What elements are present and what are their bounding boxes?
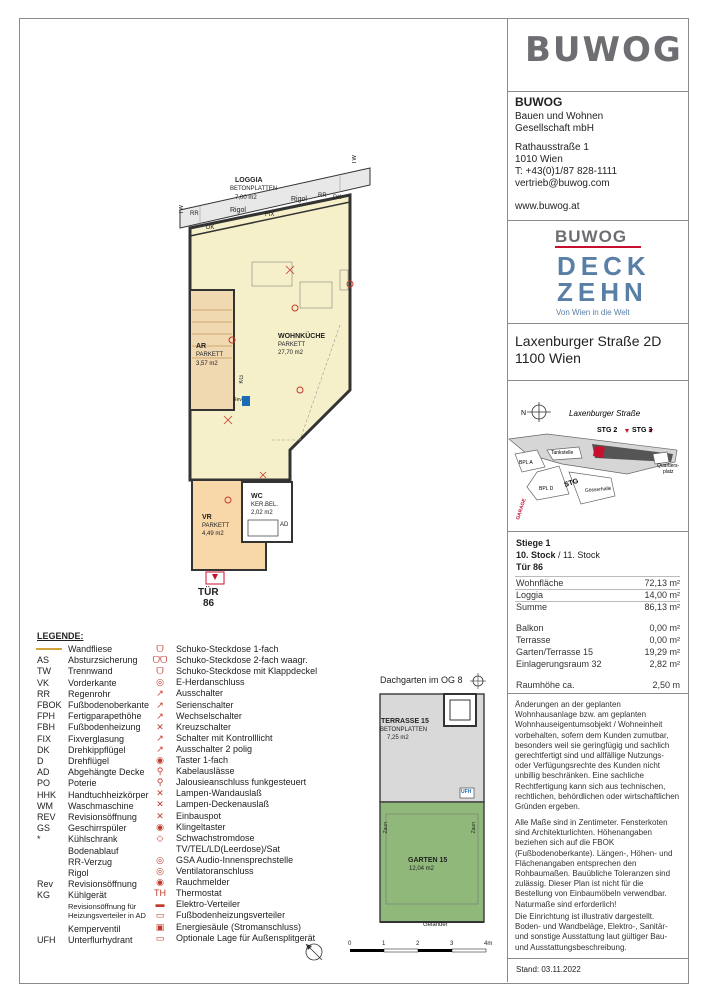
legend-symbol-text: Ausschalter	[176, 688, 224, 699]
address-city: 1100 Wien	[515, 350, 581, 366]
email-link[interactable]: vertrieb@buwog.com	[515, 178, 610, 189]
area-label: Loggia	[516, 590, 544, 600]
room-ar-area: 3,57 m2	[196, 361, 218, 367]
roof-terrace-name: TERRASSE 15	[381, 718, 429, 725]
legend-text: Poterie	[68, 778, 97, 789]
svg-text:GARAGE: GARAGE	[515, 497, 528, 521]
map-stg2: STG 2	[597, 427, 618, 434]
legend-symbol-text: Schuko-Steckdose mit Klappdeckel	[176, 666, 318, 677]
legend-text: Geschirrspüler	[68, 823, 127, 834]
legend-code: AS	[37, 655, 50, 666]
legend-symbol-icon: ↗	[156, 688, 164, 699]
notes-para2: Alle Maße sind in Zentimeter. Fensterkoten sind Architekturlichten. Höhenangaben beziehen sich auf die FBOK (Fußbodenoberkante). Längen-, Höhen- und Flächenangaben entsprechen den Rohbaumaßen. Bauübliche Toleranzen sind zulässig. Dieser Plan ist nicht für die Bestellung von Einbaumöbeln verwendbar. Naturmaße sind erforderlich!	[515, 818, 673, 909]
phone: T: +43(0)1/87 828-1111	[515, 166, 618, 177]
room-loggia-floor: BETONPLATTEN	[230, 186, 278, 192]
legend-symbol-icon: ▭	[155, 910, 165, 921]
legend-symbol-text: TV/TEL/LD(Leerdose)/Sat	[176, 843, 281, 854]
legend-text: Revisionsöffnung	[68, 879, 137, 890]
svg-text:platz: platz	[663, 469, 674, 475]
room-loggia-name: LOGGIA	[235, 177, 263, 184]
legend-symbol-text: Serienschalter	[176, 699, 234, 710]
legend-code: Rev	[37, 879, 54, 890]
room-wc-area: 2,02 m2	[251, 510, 273, 516]
scale-seg-3	[418, 949, 452, 952]
legend-code: *	[37, 834, 41, 845]
svg-text:N: N	[521, 410, 527, 417]
room-vr-name: VR	[202, 514, 212, 521]
legend-symbol-text: Ventilatoranschluss	[176, 866, 254, 876]
map-street-label: Laxenburger Straße	[569, 409, 641, 418]
scale-seg-4	[452, 949, 486, 952]
legend-tile-line	[36, 648, 62, 650]
legend-code: VK	[37, 677, 50, 688]
area-value: 0,00 m²	[649, 635, 680, 645]
legend-symbol-text: Kabelauslässe	[176, 766, 235, 777]
scale-seg-1	[350, 949, 384, 952]
tuer-label: Tür 86	[516, 562, 544, 572]
legend-code: D	[37, 756, 44, 766]
address-line2: 1010 Wien	[515, 154, 563, 165]
legend-text: Fußbodenheizung	[68, 722, 141, 733]
svg-text:Gösserhalle: Gösserhalle	[584, 485, 612, 494]
legend-text: Abgehängte Decke	[68, 767, 145, 778]
address-line1: Rathausstraße 1	[515, 142, 589, 153]
legend-symbol-icon: ◎	[156, 866, 164, 876]
stiege-label: Stiege 1	[516, 538, 551, 548]
roof-terrace-floor: BETONPLATTEN	[380, 727, 428, 733]
area-rule	[515, 601, 680, 602]
tag-ad: AD	[280, 522, 289, 528]
tag-tw-left: TW	[179, 205, 185, 215]
tag-rigol-left: Rigol	[230, 207, 246, 214]
legend-symbol-text: Optionale Lage für Außensplitgerät	[176, 932, 316, 943]
address-street: Laxenburger Straße 2D	[515, 333, 662, 349]
legend-text: Wandfliese	[68, 644, 113, 654]
stock-label: 10. Stock	[516, 550, 556, 560]
project-tagline: Von Wien in die Welt	[556, 308, 630, 317]
svg-text:Quartiers-: Quartiers-	[657, 463, 680, 469]
legend-text: Regenrohr	[68, 688, 111, 699]
legend-code: FBH	[37, 722, 55, 733]
notes-para1: Änderungen an der geplanten Wohnhausanlage bzw. am geplanten Wohnhauseigentumsobjekt / Wohneinheit vorbehalten, sofern dem Kunden zumutbar, besonders weil sie geringfügig und sachlich gerechtfertigt sind und allfällige Nutzungs- oder Verfügungsrechte des Kunden nicht unbillig beschränken. Eine sachliche Rechtfertigung kann sich aus technischen, rechtlichen, behördlichen oder wirtschaftlichen Gründen ergeben.	[515, 700, 680, 812]
legend-symbol-icon: ▣	[155, 921, 165, 932]
project-logo-red-line	[555, 246, 641, 248]
legend-symbol-icon: ⚲	[156, 766, 164, 777]
room-vr-floor: PARKETT	[202, 523, 230, 529]
scale-bar-group	[300, 938, 500, 968]
roof-garden-area: 12,04 m2	[409, 866, 435, 872]
roof-title: Dachgarten im OG 8	[380, 675, 463, 685]
legend-symbol-icon: TH	[154, 888, 166, 899]
divider-notes	[507, 958, 688, 959]
legend-text: Revisionsöffnung für Heizungsverteiler in AD	[68, 901, 146, 920]
legend-symbol-text: Elektro-Verteiler	[176, 899, 241, 910]
legend-symbol-icon: ▬	[155, 899, 165, 910]
fence-left: Zaun	[383, 822, 389, 834]
door-label: TÜR	[198, 587, 219, 598]
legend-code: DK	[37, 744, 50, 755]
legend-code: FIX	[37, 733, 52, 744]
areas-top-rule	[515, 576, 680, 577]
roof-ufh: UFH	[461, 789, 472, 795]
scale-tick-label: 3	[450, 941, 454, 947]
area-label: Einlagerungsraum 32	[516, 659, 602, 669]
legend-code: TW	[37, 666, 51, 677]
tag-rr-right: RR	[318, 193, 327, 199]
legend-code: PO	[37, 778, 51, 789]
legend-symbol-text: Fußbodenheizungsverteiler	[176, 910, 286, 921]
legend-symbol-icon: ✕	[156, 721, 164, 732]
location-map	[507, 392, 688, 530]
legend-symbol-text: Thermostat	[176, 888, 222, 899]
buwog-logo: BUWOG	[525, 30, 683, 70]
area-label: Balkon	[516, 623, 544, 633]
legend-title: LEGENDE:	[37, 631, 84, 641]
stock-row	[516, 550, 600, 560]
area-label: Wohnfläche	[516, 578, 564, 588]
legend-text: Fertigparapethöhe	[68, 711, 142, 722]
map-stg3: STG 3	[632, 427, 653, 434]
roof-plan	[372, 672, 492, 952]
legend-symbol-text: Einbauspot	[176, 810, 222, 821]
legend-symbol-text: Schuko-Steckdose 2-fach waagr.	[176, 655, 308, 666]
legend-symbol-icon: ◉	[156, 821, 164, 832]
notes-para3: Die Einrichtung ist illustrativ dargestellt. Boden- und Wandbeläge, Elektro-, Sanitär- und sonstige Ausstattung laut gültiger Bau- und Ausstattungsbeschreibung.	[515, 912, 668, 952]
legend-text: Drehflügel	[68, 756, 110, 766]
north-arrow-icon	[521, 402, 551, 422]
scale-seg-2	[384, 949, 418, 952]
svg-text:BPL D: BPL D	[539, 486, 554, 492]
roof-terrace-area: 7,25 m2	[387, 735, 409, 741]
area-value: 86,13 m²	[644, 602, 680, 612]
divider-logo	[507, 91, 688, 92]
area-value: 19,29 m²	[644, 647, 680, 657]
tag-rr-left: RR	[190, 211, 199, 217]
tag-tw-right: TW	[352, 155, 358, 165]
legend-code: AD	[37, 767, 50, 778]
tag-dk-right: DK	[333, 195, 342, 201]
stand-date: Stand: 03.11.2022	[516, 965, 581, 974]
railing-label: Geländer	[423, 922, 448, 928]
legend-text: Absturzsicherung	[68, 655, 138, 666]
legend-symbol-text: Taster 1-fach	[176, 755, 229, 765]
legend-symbol-icon: ᗜᗜ	[152, 655, 168, 666]
legend-symbol-text: Schuko-Steckdose 1-fach	[176, 644, 279, 654]
divider-company	[507, 220, 688, 221]
company-name: BUWOG	[515, 95, 563, 109]
legend-symbol-icon: ↗	[156, 732, 164, 743]
legend-text: Handtuchheizkörper	[68, 789, 149, 800]
room-ar-floor: PARKETT	[196, 352, 224, 358]
website-link[interactable]: www.buwog.at	[515, 201, 580, 212]
legend-symbol-icon: ◉	[156, 877, 164, 888]
room-wohnkueche-area: 27,70 m2	[278, 350, 304, 356]
area-label: Garten/Terrasse 15	[516, 647, 594, 657]
legend-symbol-text: Schwachstromdose	[176, 832, 255, 843]
legend-symbol-icon: ✕	[156, 799, 164, 810]
door-number: 86	[203, 598, 215, 609]
room-vr-area: 4,49 m2	[202, 531, 224, 537]
legend-code: KG	[37, 890, 51, 901]
legend-code: REV	[37, 812, 56, 822]
project-logo-deck: DECK	[557, 251, 651, 281]
tag-rigol-right: Rigol	[291, 196, 307, 203]
legend-symbol-icon: ▭	[155, 932, 165, 943]
legend-symbol-text: Klingeltaster	[176, 821, 226, 832]
legend-symbol-text: Rauchmelder	[176, 877, 230, 888]
scale-tick-label: 0	[348, 941, 352, 947]
project-logo-zehn: ZEHN	[557, 277, 648, 307]
area-value: 14,00 m²	[644, 590, 680, 600]
legend-text: Revisionsöffnung	[68, 812, 137, 822]
legend-symbol-icon: ᗜ	[156, 644, 164, 654]
legend-text: Bodenablauf	[68, 845, 119, 856]
legend-code: GS	[37, 823, 51, 834]
company-line2: Gesellschaft mbH	[515, 123, 594, 134]
scale-tick-label: 1	[382, 941, 386, 947]
legend-symbol-icon: ◎	[156, 677, 164, 688]
legend-symbol-icon: ᗜ	[156, 666, 164, 677]
legend-symbol-icon: ✕	[156, 810, 164, 821]
room-loggia-area: 7,00 m2	[235, 195, 257, 201]
area-label: Summe	[516, 602, 548, 612]
room-wc-name: WC	[251, 493, 263, 500]
legend-symbol-icon: ⚲	[156, 777, 164, 788]
area-rule	[515, 589, 680, 590]
legend-code: HHK	[37, 789, 57, 800]
legend-symbol-text: GSA Audio-Innensprechstelle	[176, 854, 294, 865]
scale-tick-label: 4m	[484, 941, 493, 947]
legend-code: FBOK	[37, 700, 62, 710]
divider-map	[507, 531, 688, 532]
legend-code: UFH	[37, 934, 56, 945]
tag-kg: KG	[239, 375, 245, 384]
legend-code: RR	[37, 688, 50, 699]
svg-text:BPL A: BPL A	[519, 460, 533, 466]
legend-text: Unterflurhydrant	[68, 934, 133, 945]
north-arrow-bottom-icon	[306, 944, 322, 960]
area-value: 72,13 m²	[644, 578, 680, 588]
legend-symbol-text: Ausschalter 2 polig	[176, 743, 253, 754]
legend-symbol-text: Lampen-Wandauslaß	[176, 788, 262, 799]
legend-symbol-icon: ◎	[156, 854, 164, 865]
legend-text: Trennwand	[68, 666, 113, 677]
area-label: Raumhöhe ca.	[516, 680, 575, 690]
legend-text: Rigol	[68, 868, 89, 878]
legend-text: Kühlgerät	[68, 890, 107, 901]
roof-garden-name: GARTEN 15	[408, 857, 448, 864]
scale-tick-label: 2	[416, 941, 420, 947]
legend-text: Kemperventil	[68, 923, 121, 934]
legend-symbol-text: E-Herdanschluss	[176, 677, 245, 688]
legend-text: Waschmaschine	[68, 800, 134, 811]
legend-symbol-icon: ↗	[156, 743, 164, 754]
map-tankstelle: Tankstelle	[551, 450, 574, 456]
legend-text: Fixverglasung	[68, 733, 125, 744]
legend-symbol-text: Kreuzschalter	[176, 721, 232, 732]
area-value: 2,50 m	[652, 680, 680, 690]
legend-symbol-icon: ◇	[156, 832, 164, 843]
stock-extra: / 11. Stock	[558, 550, 600, 560]
room-wohnkueche-floor: PARKETT	[278, 342, 306, 348]
room-ar-name: AR	[196, 343, 207, 350]
tag-rev: Rev	[233, 397, 242, 403]
company-line1: Bauen und Wohnen	[515, 111, 604, 122]
room-wohnkueche-name: WOHNKÜCHE	[278, 333, 326, 340]
legend-text: Vorderkante	[68, 677, 117, 688]
legend-symbol-text: Schalter mit Kontrolllicht	[176, 732, 273, 743]
svg-text:STG: STG	[563, 477, 580, 489]
divider-address	[507, 380, 688, 381]
tag-dk-left: DK	[206, 225, 215, 231]
legend-symbol-icon: ↗	[156, 699, 164, 710]
divider-areas	[507, 693, 688, 694]
project-logo-buwog: BUWOG	[555, 227, 628, 246]
area-value: 0,00 m²	[649, 623, 680, 633]
fence-right: Zaun	[471, 822, 477, 834]
legend-symbol-text: Jalousieanschluss funkgesteuert	[176, 777, 307, 788]
tag-fix: FIX	[265, 212, 275, 218]
legend-symbol-icon: ◉	[156, 755, 164, 765]
legend-symbol-icon: ✕	[156, 788, 164, 799]
legend-symbol-icon: ↗	[156, 710, 164, 721]
area-label: Terrasse	[516, 635, 551, 645]
area-value: 2,82 m²	[649, 659, 680, 669]
room-wc-floor: KER.BEL.	[251, 502, 279, 508]
legend-text: Drehkippflügel	[68, 744, 126, 755]
legend-text: Fußbodenoberkante	[68, 700, 150, 710]
legend-text: RR-Verzug	[68, 856, 113, 867]
north-arrow-small-icon	[470, 673, 486, 689]
legend-text: Kühlschrank	[68, 834, 118, 845]
legend-symbol-text: Wechselschalter	[176, 710, 242, 721]
legend-symbol-text: Lampen-Deckenauslaß	[176, 799, 270, 810]
legend-code: WM	[37, 800, 53, 811]
legend-code: FPH	[37, 711, 55, 722]
legend-symbol-text: Energiesäule (Stromanschluss)	[176, 921, 302, 932]
divider-project	[507, 323, 688, 324]
